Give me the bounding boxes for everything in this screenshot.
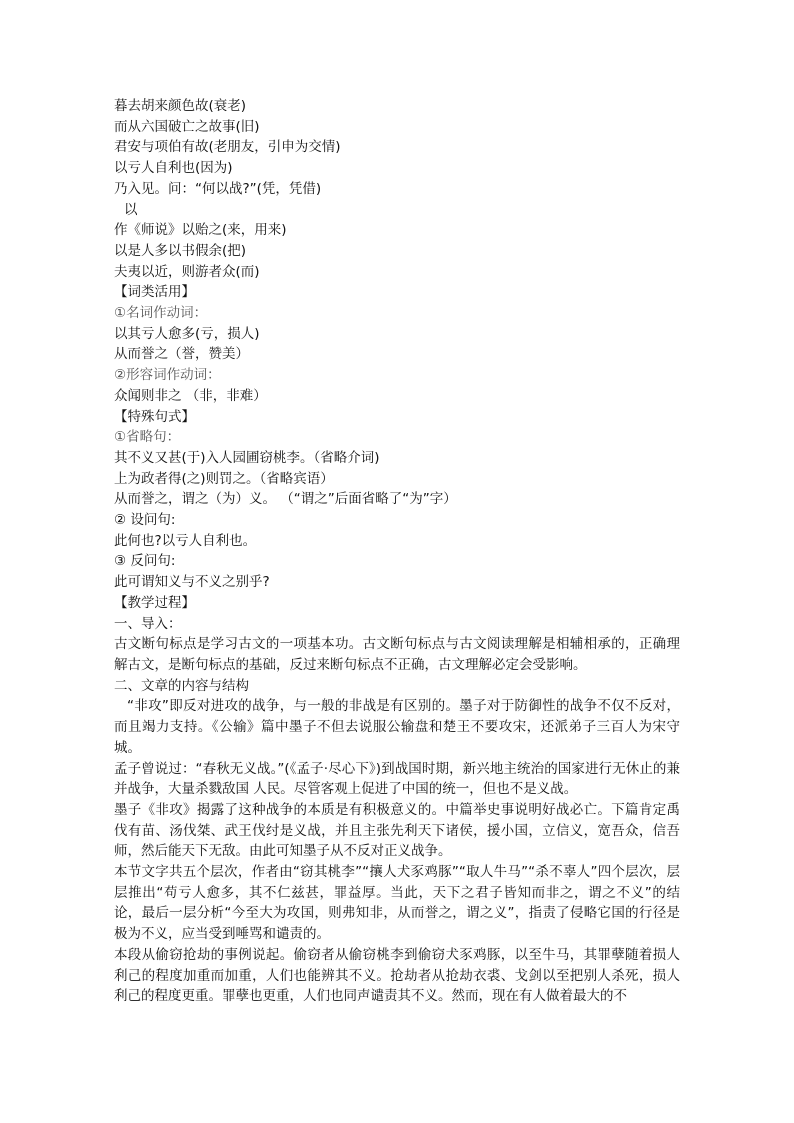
text-line: 而从六国破亡之故事(旧) xyxy=(114,118,260,135)
text-line: 以是人多以书假余(把) xyxy=(114,242,247,259)
text-line: 作《师说》以贻之(来，用来) xyxy=(114,222,287,239)
text-line: 上为政者得(之)则罚之。（省略宾语） xyxy=(114,470,334,487)
text-line: 从而誉之（誉，赞美） xyxy=(114,346,249,363)
text-line: 众闻则非之 （非，非难） xyxy=(114,387,267,404)
subheading-counter-question: ③ 反问句: xyxy=(114,553,176,570)
text-line: 以 xyxy=(124,201,138,218)
text-line: 从而誉之，谓之（为）义。 （“谓之”后面省略了“为”字） xyxy=(114,491,457,508)
subheading-content-structure: 二、文章的内容与结构 xyxy=(114,677,249,694)
text-line: 其不义又甚(于)入人园圃窃桃李。（省略介词) xyxy=(114,449,380,466)
paragraph-five-levels: 本节文字共五个层次，作者由“窃其桃李”“攘人犬豕鸡豚”“取人牛马”“杀不辜人”四个层次，层层推出“苟亏人愈多，其不仁兹甚，罪益厚。当此，天下之君子皆知而非之，谓之不义”的结论，最后一层分析“今至大为攻国，则弗知非，从而誉之，谓之义”，指责了侵略它国的行径是极为不义，应当受到唾骂和谴责的。 xyxy=(114,864,680,943)
paragraph-mencius: 孟子曾说过：“春秋无义战。”(《孟子·尽心下》)到战国时期，新兴地主统治的国家进行无休止的兼并战争，大量杀戮敌国 人民。尽管客观上促进了中国的统一，但也不是义战。 xyxy=(114,760,680,798)
section-heading-word-class: 【词类活用】 xyxy=(114,284,195,301)
paragraph-intro: 古文断句标点是学习古文的一项基本功。古文断句标点与古文阅读理解是相辅相承的，正确理解古文，是断句标点的基础，反过来断句标点不正确，古文理解必定会受影响。 xyxy=(114,636,680,673)
text-line: 乃入见。问：“何以战?”(凭，凭借) xyxy=(114,180,322,197)
subheading-intro: 一、导入： xyxy=(114,615,182,632)
subheading-noun-as-verb: ①名词作动词： xyxy=(114,305,208,322)
text-line: 夫夷以近，则游者众(而) xyxy=(114,263,260,280)
paragraph-non-aggression: “非攻”即反对进攻的战争，与一般的非战是有区别的。墨子对于防御性的战争不仅不反对，而且竭力支持。《公输》篇中墨子不但去说服公输盘和楚王不要攻宋，还派弟子三百人为宋守城。 xyxy=(114,698,680,756)
section-heading-special-sentences: 【特殊句式】 xyxy=(114,408,195,425)
text-line: 以亏人自利也(因为) xyxy=(114,160,233,177)
text-line: 此何也?以亏人自利也。 xyxy=(114,532,257,549)
text-line: 暮去胡来颜色故(衰老) xyxy=(114,98,247,114)
text-line: 此可谓知义与不义之别乎? xyxy=(114,574,270,591)
subheading-adjective-as-verb: ②形容词作动词： xyxy=(114,367,221,384)
subheading-ellipsis: ①省略句： xyxy=(114,429,181,446)
text-line: 君安与项伯有故(老朋友，引申为交情) xyxy=(114,139,341,156)
subheading-rhetorical-question: ② 设问句: xyxy=(114,512,176,529)
text-line: 以其亏人愈多(亏，损人) xyxy=(114,325,260,342)
paragraph-theft-examples: 本段从偷窃抢劫的事例说起。偷窃者从偷窃桃李到偷窃犬豕鸡豚，以至牛马，其罪孽随着损人利己的程度加重而加重，人们也能辨其不义。抢劫者从抢劫衣裘、戈剑以至把别人杀死，损人利己的程度更重。罪孽也更重，人们也同声谴责其不义。然而，现在有人做着最大的不 xyxy=(114,946,680,1005)
document-page xyxy=(114,96,680,1007)
section-heading-teaching-process: 【教学过程】 xyxy=(114,594,195,611)
paragraph-mozi-analysis: 墨子《非攻》揭露了这种战争的本质是有积极意义的。中篇举史事说明好战必亡。下篇肯定禹伐有苗、汤伐桀、武王伐纣是义战，并且主张先利天下诸侯，援小国，立信义，宽吾众，信吾师，然后能天下无敌。由此可知墨子从不反对正义战争。 xyxy=(114,801,680,860)
